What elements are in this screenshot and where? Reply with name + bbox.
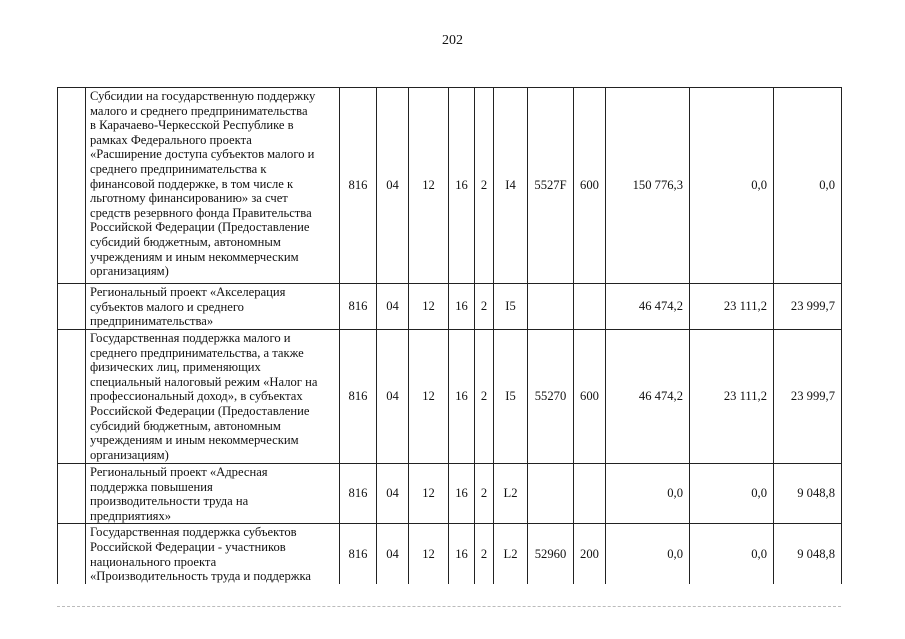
col-program: 16 <box>449 464 475 524</box>
col-subsection: 12 <box>409 330 449 464</box>
row-name-line: национального проекта <box>90 554 217 569</box>
row-name-line: финансовой поддержке, в том числе к <box>90 176 294 191</box>
col-ministry: 816 <box>340 524 377 584</box>
col-sum-1: 150 776,3 <box>606 88 690 284</box>
row-name-cell <box>86 284 340 330</box>
table-row <box>58 330 842 464</box>
table-row <box>58 88 842 284</box>
col-subsection: 12 <box>409 524 449 584</box>
row-index-cell <box>58 524 86 584</box>
col-program: 16 <box>449 284 475 330</box>
row-name-line: в Карачаево-Черкесской Республике в <box>90 118 294 133</box>
row-name-line: среднего предпринимательства, а также <box>90 345 304 360</box>
col-project: I4 <box>494 88 528 284</box>
budget-table <box>57 87 842 584</box>
col-sum-3: 9 048,8 <box>774 464 842 524</box>
col-section: 04 <box>377 330 409 464</box>
col-sum-2: 0,0 <box>690 464 774 524</box>
row-index-cell <box>58 88 86 284</box>
row-name-line: физических лиц, применяющих <box>90 360 261 375</box>
page-bottom-edge <box>57 606 841 607</box>
col-project: L2 <box>494 464 528 524</box>
col-sum-1: 46 474,2 <box>606 284 690 330</box>
row-name-line: «Расширение доступа субъектов малого и <box>90 147 315 162</box>
row-name-line: производительности труда на <box>90 494 249 509</box>
col-sum-3: 23 999,7 <box>774 330 842 464</box>
col-project: I5 <box>494 284 528 330</box>
col-direction: 52960 <box>528 524 574 584</box>
col-subprogram: 2 <box>475 524 494 584</box>
col-section: 04 <box>377 88 409 284</box>
row-name-line: Российской Федерации - участников <box>90 539 286 554</box>
col-sum-1: 0,0 <box>606 464 690 524</box>
col-ministry: 816 <box>340 284 377 330</box>
col-direction: 5527F <box>528 88 574 284</box>
row-name-line: Субсидии на государственную поддержку <box>90 89 316 103</box>
col-program: 16 <box>449 524 475 584</box>
row-name-line: организациям) <box>90 264 169 279</box>
table-row <box>58 464 842 524</box>
col-project: I5 <box>494 330 528 464</box>
table-row <box>58 524 842 584</box>
row-name-cell <box>86 524 340 584</box>
col-expense-type <box>574 284 606 330</box>
col-expense-type: 200 <box>574 524 606 584</box>
col-section: 04 <box>377 524 409 584</box>
col-subsection: 12 <box>409 88 449 284</box>
row-index-cell <box>58 464 86 524</box>
col-subsection: 12 <box>409 464 449 524</box>
col-section: 04 <box>377 284 409 330</box>
col-direction <box>528 284 574 330</box>
row-name-line: предпринимательства» <box>90 314 214 329</box>
row-index-cell <box>58 330 86 464</box>
table-row <box>58 284 842 330</box>
row-name-line: Региональный проект «Акселерация <box>90 285 286 299</box>
row-name-line: средств резервного фонда Правительства <box>90 205 312 220</box>
row-name-cell <box>86 464 340 524</box>
col-expense-type: 600 <box>574 330 606 464</box>
row-name-line: Российской Федерации (Предоставление <box>90 403 310 418</box>
col-subprogram: 2 <box>475 284 494 330</box>
row-name-line: «Производительность труда и поддержка <box>90 569 312 584</box>
col-subprogram: 2 <box>475 464 494 524</box>
col-expense-type <box>574 464 606 524</box>
row-name-line: учреждениям и иным некоммерческим <box>90 433 299 448</box>
row-name-line: льготному финансированию» за счет <box>90 191 288 206</box>
col-direction: 55270 <box>528 330 574 464</box>
col-program: 16 <box>449 330 475 464</box>
col-program: 16 <box>449 88 475 284</box>
col-sum-2: 23 111,2 <box>690 284 774 330</box>
row-name-line: рамках Федерального проекта <box>90 132 252 147</box>
row-name-line: субсидий бюджетным, автономным <box>90 234 281 249</box>
col-sum-2: 0,0 <box>690 524 774 584</box>
row-name-line: учреждениям и иным некоммерческим <box>90 249 299 264</box>
row-name-line: Региональный проект «Адресная <box>90 465 268 479</box>
col-subprogram: 2 <box>475 88 494 284</box>
col-ministry: 816 <box>340 88 377 284</box>
row-index-cell <box>58 284 86 330</box>
col-subsection: 12 <box>409 284 449 330</box>
col-sum-2: 0,0 <box>690 88 774 284</box>
row-name-line: субсидий бюджетным, автономным <box>90 418 281 433</box>
col-project: L2 <box>494 524 528 584</box>
row-name-line: организациям) <box>90 447 169 462</box>
row-name-line: специальный налоговый режим «Налог на <box>90 374 318 389</box>
col-ministry: 816 <box>340 330 377 464</box>
col-sum-1: 0,0 <box>606 524 690 584</box>
row-name-line: профессиональный доход», в субъектах <box>90 389 303 404</box>
row-name-line: Российской Федерации (Предоставление <box>90 220 310 235</box>
col-sum-3: 0,0 <box>774 88 842 284</box>
col-sum-1: 46 474,2 <box>606 330 690 464</box>
col-expense-type: 600 <box>574 88 606 284</box>
col-sum-3: 23 999,7 <box>774 284 842 330</box>
col-ministry: 816 <box>340 464 377 524</box>
col-section: 04 <box>377 464 409 524</box>
page-number: 202 <box>442 33 463 48</box>
row-name-cell <box>86 330 340 464</box>
row-name-line: малого и среднего предпринимательства <box>90 103 308 118</box>
col-subprogram: 2 <box>475 330 494 464</box>
row-name-line: среднего предпринимательства к <box>90 161 267 176</box>
col-sum-2: 23 111,2 <box>690 330 774 464</box>
row-name-line: субъектов малого и среднего <box>90 299 244 314</box>
row-name-line: Государственная поддержка малого и <box>90 331 291 345</box>
row-name-cell <box>86 88 340 284</box>
col-direction <box>528 464 574 524</box>
row-name-line: Государственная поддержка субъектов <box>90 525 297 540</box>
col-sum-3: 9 048,8 <box>774 524 842 584</box>
row-name-line: предприятиях» <box>90 508 172 523</box>
row-name-line: поддержка повышения <box>90 479 213 494</box>
